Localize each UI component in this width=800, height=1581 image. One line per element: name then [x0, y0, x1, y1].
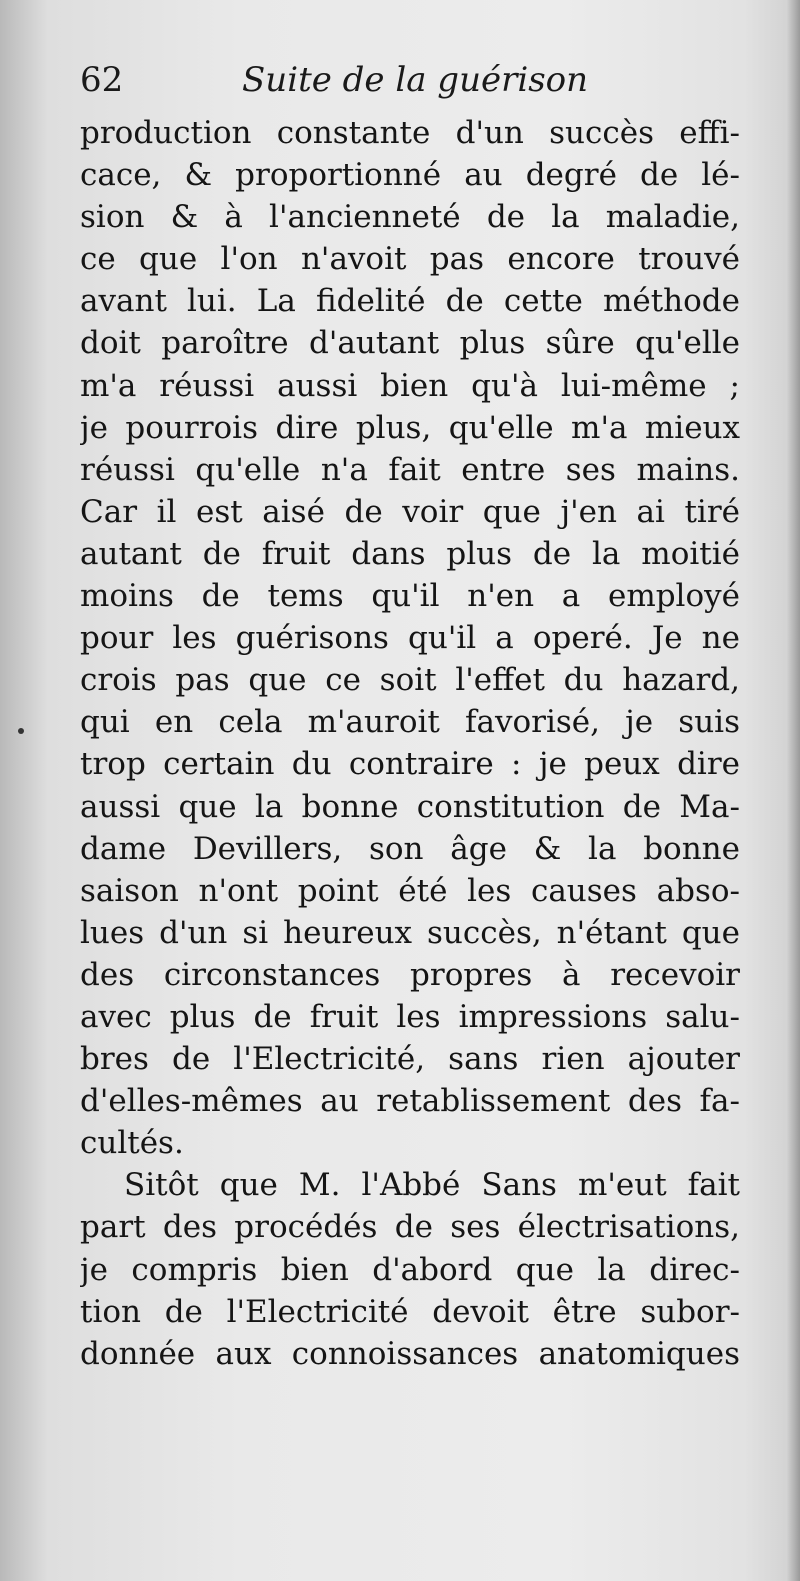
text-line: bres de l'Electricité, sans rien ajouter — [80, 1041, 740, 1078]
running-title: Suite de la guérison — [242, 60, 589, 100]
text-line: je compris bien d'abord que la direc- — [80, 1251, 740, 1288]
text-line: m'a réussi aussi bien qu'à lui-même ; — [80, 367, 740, 404]
text-line: tion de l'Electricité devoit être subor- — [80, 1293, 740, 1330]
paragraph-1 — [80, 112, 740, 1164]
text-line: dame Devillers, son âge & la bonne — [80, 830, 740, 867]
page-edge-shadow — [786, 0, 800, 1581]
margin-mark — [18, 728, 24, 734]
text-line: qui en cela m'auroit favorisé, je suis — [80, 704, 740, 741]
text-line: pour les guérisons qu'il a operé. Je ne — [80, 620, 740, 657]
text-line: donnée aux connoissances anatomiques — [80, 1335, 740, 1372]
text-line: cace, & proportionné au degré de lé- — [80, 157, 740, 194]
text-line: aussi que la bonne constitution de Ma- — [80, 788, 740, 825]
text-line: Car il est aisé de voir que j'en ai tiré — [80, 493, 740, 530]
text-line: part des procédés de ses électrisations, — [80, 1209, 740, 1246]
text-line: cultés. — [80, 1125, 184, 1162]
text-line: doit paroître d'autant plus sûre qu'elle — [80, 325, 740, 362]
text-line: saison n'ont point été les causes abso- — [80, 872, 740, 909]
paragraph-2 — [80, 1164, 740, 1374]
text-line: production constante d'un succès effi- — [80, 115, 740, 151]
text-line: trop certain du contraire : je peux dire — [80, 746, 740, 783]
text-line: moins de tems qu'il n'en a employé — [80, 578, 740, 615]
text-line: avant lui. La fidelité de cette méthode — [80, 283, 740, 320]
text-line: Sitôt que M. l'Abbé Sans m'eut fait — [124, 1167, 740, 1204]
running-head — [80, 60, 740, 110]
page-number: 62 — [80, 60, 124, 100]
text-line: je pourrois dire plus, qu'elle m'a mieux — [80, 409, 740, 446]
text-line: sion & à l'ancienneté de la maladie, — [80, 199, 740, 236]
text-line: crois pas que ce soit l'effet du hazard, — [80, 662, 740, 699]
text-line: lues d'un si heureux succès, n'étant que — [80, 914, 740, 951]
text-line: des circonstances propres à recevoir — [80, 956, 740, 993]
text-line: ce que l'on n'avoit pas encore trouvé — [80, 241, 740, 278]
text-line: autant de fruit dans plus de la moitié — [80, 535, 740, 572]
body-text — [80, 112, 740, 1375]
text-line: d'elles-mêmes au retablissement des fa- — [80, 1083, 740, 1120]
text-line: réussi qu'elle n'a fait entre ses mains. — [80, 451, 740, 488]
text-line: avec plus de fruit les impressions salu- — [80, 998, 740, 1035]
